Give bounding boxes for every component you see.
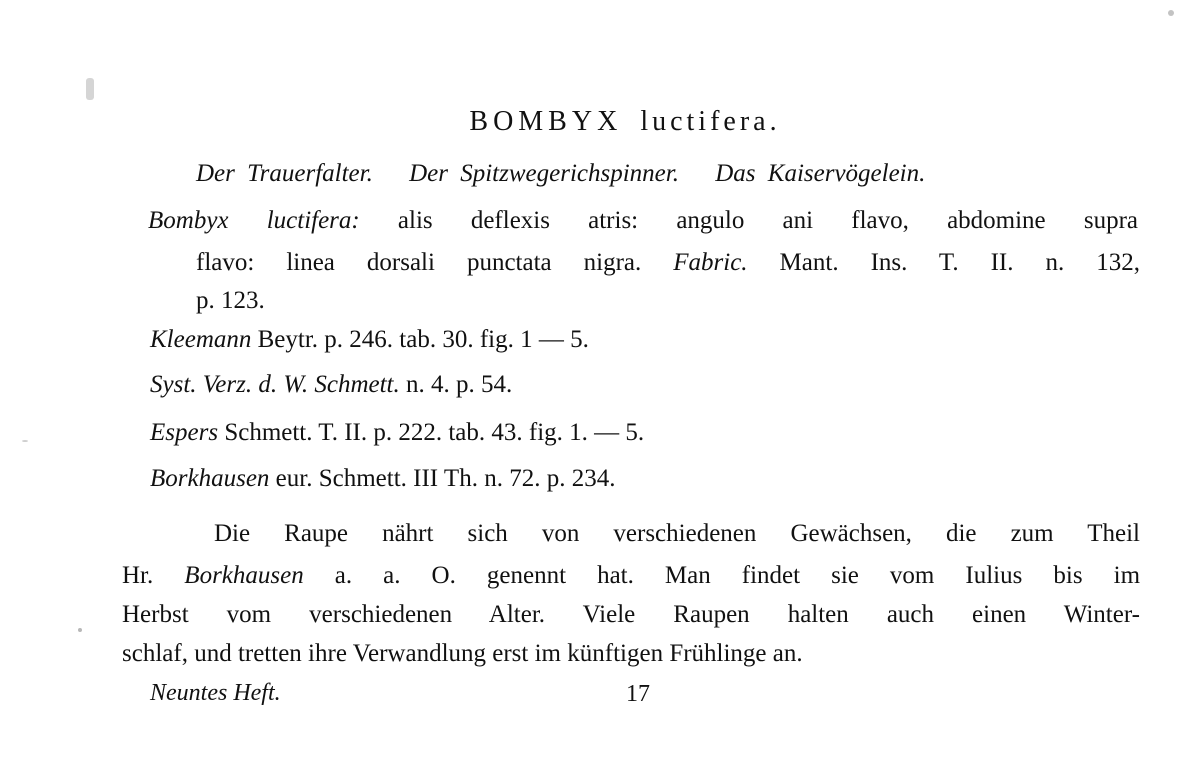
common-name-1: Der Trauerfalter. — [196, 160, 373, 187]
description-line-1 — [148, 207, 1138, 235]
paragraph-line-2-rest: a. a. O. genennt hat. Man findet sie vom Iulius bis im — [334, 562, 1141, 589]
description-line-2 — [196, 249, 1140, 277]
common-name-3: Das Kaiservögelein. — [715, 160, 926, 187]
reference-4-author: Borkhausen — [150, 465, 270, 492]
common-names — [196, 160, 925, 188]
reference-3 — [150, 419, 644, 447]
paragraph-line-2-start: Hr. — [122, 562, 154, 589]
reference-1-text: Beytr. p. 246. tab. 30. fig. 1 — 5. — [257, 326, 589, 353]
signature-mark: Neuntes Heft. — [150, 680, 281, 706]
reference-3-text: Schmett. T. II. p. 222. tab. 43. fig. 1. — 5. — [224, 419, 645, 446]
paragraph-line-3: Herbst vom verschiedenen Alter. Viele Raupen halten auch einen Winter- — [122, 601, 1140, 628]
description-line-2-text: flavo: linea dorsali punctata nigra. — [196, 249, 642, 276]
description-species-name: Bombyx luctifera: — [148, 207, 360, 234]
reference-2 — [150, 371, 512, 399]
title-species: luctifera. — [640, 106, 781, 137]
reference-2-text: n. 4. p. 54. — [406, 371, 513, 398]
description-line-3: p. 123. — [196, 287, 265, 314]
description-author: Fabric. — [673, 249, 748, 276]
paragraph-line-1: Die Raupe nährt sich von verschiedenen Gewächsen, die zum Theil — [214, 520, 1140, 547]
reference-1-author: Kleemann — [150, 326, 252, 353]
reference-2-author: Syst. Verz. d. W. Schmett. — [150, 371, 400, 398]
scan-speck — [22, 440, 28, 442]
scan-speck — [1168, 10, 1174, 16]
common-name-2: Der Spitzwegerichspinner. — [409, 160, 679, 187]
reference-4 — [150, 465, 615, 493]
paragraph-line-4: schlaf, und tretten ihre Verwandlung erst im künftigen Frühlinge an. — [122, 640, 803, 667]
reference-3-author: Espers — [150, 419, 219, 446]
paragraph-author: Borkhausen — [184, 562, 304, 589]
reference-1 — [150, 326, 589, 354]
paragraph-line-2 — [122, 562, 1140, 590]
reference-4-text: eur. Schmett. III Th. n. 72. p. 234. — [275, 465, 616, 492]
page-number: 17 — [626, 681, 650, 707]
page-title — [0, 106, 1200, 138]
scan-speck — [86, 78, 94, 100]
scan-speck — [78, 628, 82, 632]
description-line-1-text: alis deflexis atris: angulo ani flavo, abdomine supra — [397, 207, 1138, 234]
title-genus: BOMBYX — [469, 106, 623, 137]
description-line-2-ref: Mant. Ins. T. II. n. 132, — [779, 249, 1140, 276]
